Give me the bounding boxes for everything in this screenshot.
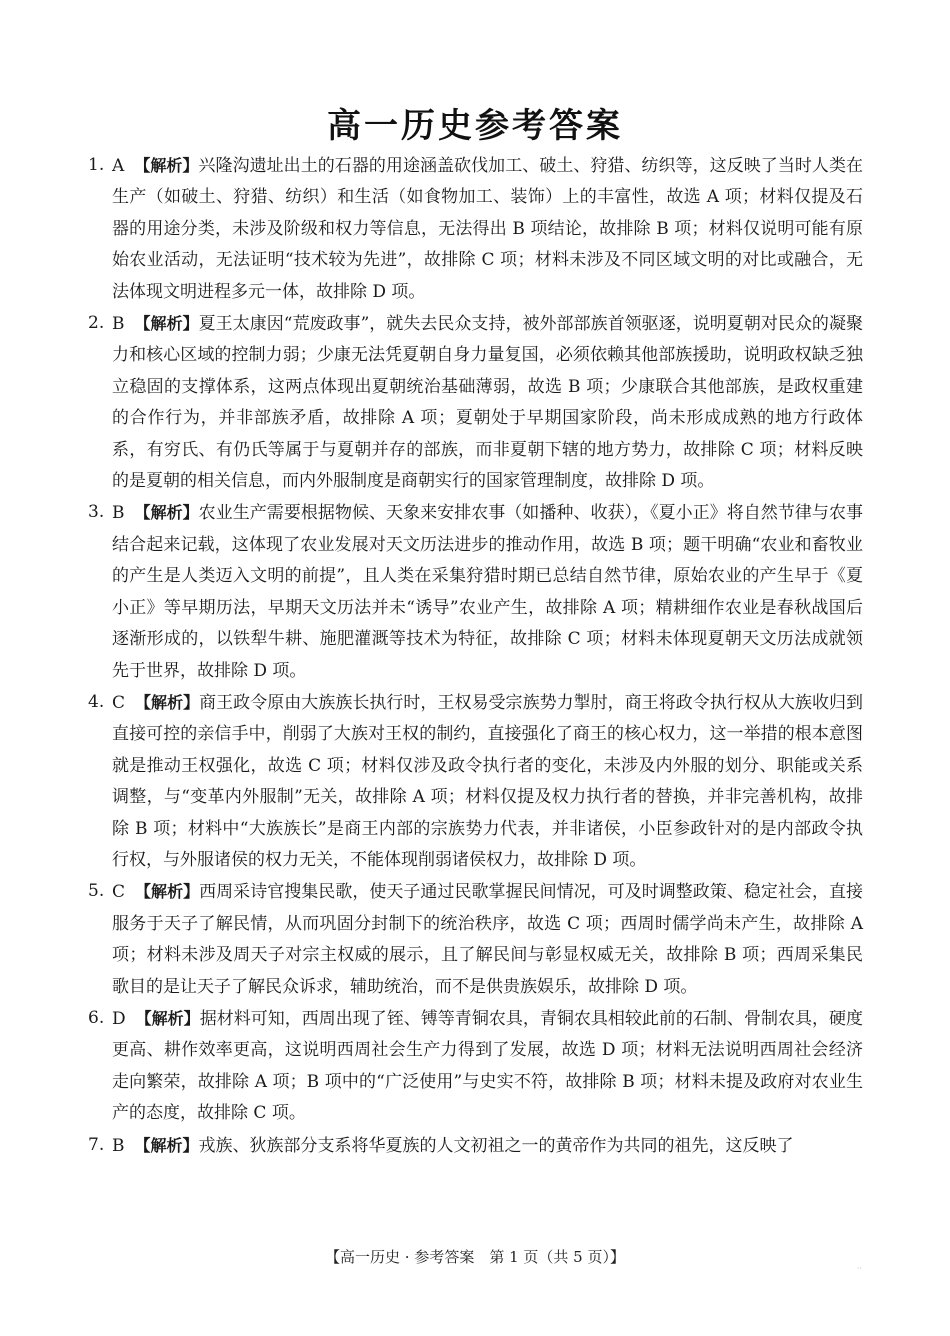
answer-item bbox=[88, 876, 863, 1003]
question-number: 6. bbox=[88, 1007, 105, 1028]
analysis-text: 西周采诗官搜集民歌，使天子通过民歌掌握民间情况，可及时调整政策、稳定社会，直接服务于天子了解民情，从而巩固分封制下的统治秩序，故选 C 项；西周时儒学尚未产生，故排除 A 项；材料未涉及周天子对宗主权威的展示，且了解民间与彰显权威无关，故排除 B 项；西周采集民歌目的是让天子了解民众诉求，辅助统治，而不是供贵族娱乐，故排除 D 项。 bbox=[112, 882, 863, 997]
answer-item bbox=[88, 150, 863, 308]
answer-letter: B bbox=[112, 1135, 125, 1156]
analysis-text: 农业生产需要根据物候、天象来安排农事（如播种、收获），《夏小正》将自然节律与农事结合起来记载，这体现了农业发展对天文历法进步的推动作用，故选 B 项；题干明确“农业和畜牧业的产生是人类迈入文明的前提”，且人类在采集狩猎时期已总结自然节律，原始农业的产生早于《夏小正》等早期历法，早期天文历法并未“诱导”农业产生，故排除 A 项；精耕细作农业是春秋战国后逐渐形成的，以铁犁牛耕、施肥灌溉等技术为特征，故排除 C 项；材料未体现夏朝天文历法成就领先于世界，故排除 D 项。 bbox=[112, 503, 863, 681]
analysis-tag: 【解析】 bbox=[135, 1008, 200, 1028]
answer-letter: D bbox=[112, 1008, 126, 1029]
answer-letter: A bbox=[112, 156, 125, 176]
question-number: 3. bbox=[88, 502, 105, 523]
analysis-tag: 【解析】 bbox=[135, 882, 200, 902]
analysis-tag: 【解析】 bbox=[134, 503, 199, 523]
question-number: 4. bbox=[88, 691, 105, 712]
answer-letter: B bbox=[112, 314, 125, 335]
page-title: 高一历史参考答案 bbox=[327, 106, 623, 146]
corner-mark: ·· bbox=[856, 1264, 862, 1273]
analysis-text: 商王政令原由大族族长执行时，王权易受宗族势力掣肘，商王将政令执行权从大族收归到直接可控的亲信手中，削弱了大族对王权的制约，直接强化了商王的核心权力，这一举措的根本意图就是推动王权强化，故选 C 项；材料仅涉及政令执行者的变化，未涉及内外服的划分、职能或关系调整，与“变革内外服制”无关，故排除 A 项；材料仅提及权力执行者的替换，并非完善机构，故排除 B 项；材料中“大族族长”是商王内部的宗族势力代表，并非诸侯，小臣参政针对的是内部政令执行权，与外服诸侯的权力无关，不能体现削弱诸侯权力，故排除 D 项。 bbox=[112, 692, 863, 870]
analysis-text: 据材料可知，西周出现了铚、镈等青铜农具，青铜农具相较此前的石制、骨制农具，硬度更高、耕作效率更高，这说明西周社会生产力得到了发展，故选 D 项；材料无法说明西周社会经济走向繁荣，故排除 A 项；B 项中的“广泛使用”与史实不符，故排除 B 项；材料未提及政府对农业生产的态度，故排除 C 项。 bbox=[112, 1008, 863, 1124]
answer-item bbox=[88, 308, 863, 497]
page-footer: 【高一历史 · 参考答案 第 1 页（共 5 页）】 bbox=[325, 1248, 625, 1266]
answer-item bbox=[88, 687, 863, 876]
answer-item bbox=[88, 1003, 863, 1130]
question-number: 5. bbox=[88, 881, 105, 902]
question-number: 2. bbox=[88, 313, 105, 334]
question-number: 1. bbox=[88, 155, 105, 175]
answer-letter: C bbox=[112, 882, 126, 903]
answer-letter: C bbox=[112, 692, 126, 713]
analysis-tag: 【解析】 bbox=[134, 1135, 199, 1155]
analysis-text: 戎族、狄族部分支系将华夏族的人文初祖之一的黄帝作为共同的祖先，这反映了 bbox=[198, 1135, 794, 1156]
analysis-text: 兴隆沟遗址出土的石器的用途涵盖砍伐加工、破土、狩猎、纺织等，这反映了当时人类在生产（如破土、狩猎、纺织）和生活（如食物加工、装饰）上的丰富性，故选 A 项；材料仅提及石器的用途分类，未涉及阶级和权力等信息，无法得出 B 项结论，故排除 B 项；材料仅说明可能有原始农业活动，无法证明“技术较为先进”，故排除 C 项；材料未涉及不同区域文明的对比或融合，无法体现文明进程多元一体，故排除 D 项。 bbox=[112, 156, 863, 302]
analysis-text: 夏王太康因“荒废政事”，就失去民众支持，被外部部族首领驱逐，说明夏朝对民众的凝聚力和核心区域的控制力弱；少康无法凭夏朝自身力量复国，必须依赖其他部族援助，说明政权缺乏独立稳固的支撑体系，这两点体现出夏朝统治基础薄弱，故选 B 项；少康联合其他部族，是政权重建的合作行为，并非部族矛盾，故排除 A 项；夏朝处于早期国家阶段，尚未形成成熟的地方行政体系，有穷氏、有仍氏等属于与夏朝并存的部族，而非夏朝下辖的地方势力，故排除 C 项；材料反映的是夏朝的相关信息，而内外服制度是商朝实行的国家管理制度，故排除 D 项。 bbox=[112, 314, 863, 492]
answer-list bbox=[88, 150, 863, 1162]
answer-letter: B bbox=[112, 503, 125, 524]
answer-item bbox=[88, 497, 863, 686]
analysis-tag: 【解析】 bbox=[135, 692, 200, 712]
analysis-tag: 【解析】 bbox=[134, 156, 199, 175]
analysis-tag: 【解析】 bbox=[134, 314, 199, 334]
question-number: 7. bbox=[88, 1134, 105, 1155]
answer-item bbox=[88, 1130, 863, 1162]
